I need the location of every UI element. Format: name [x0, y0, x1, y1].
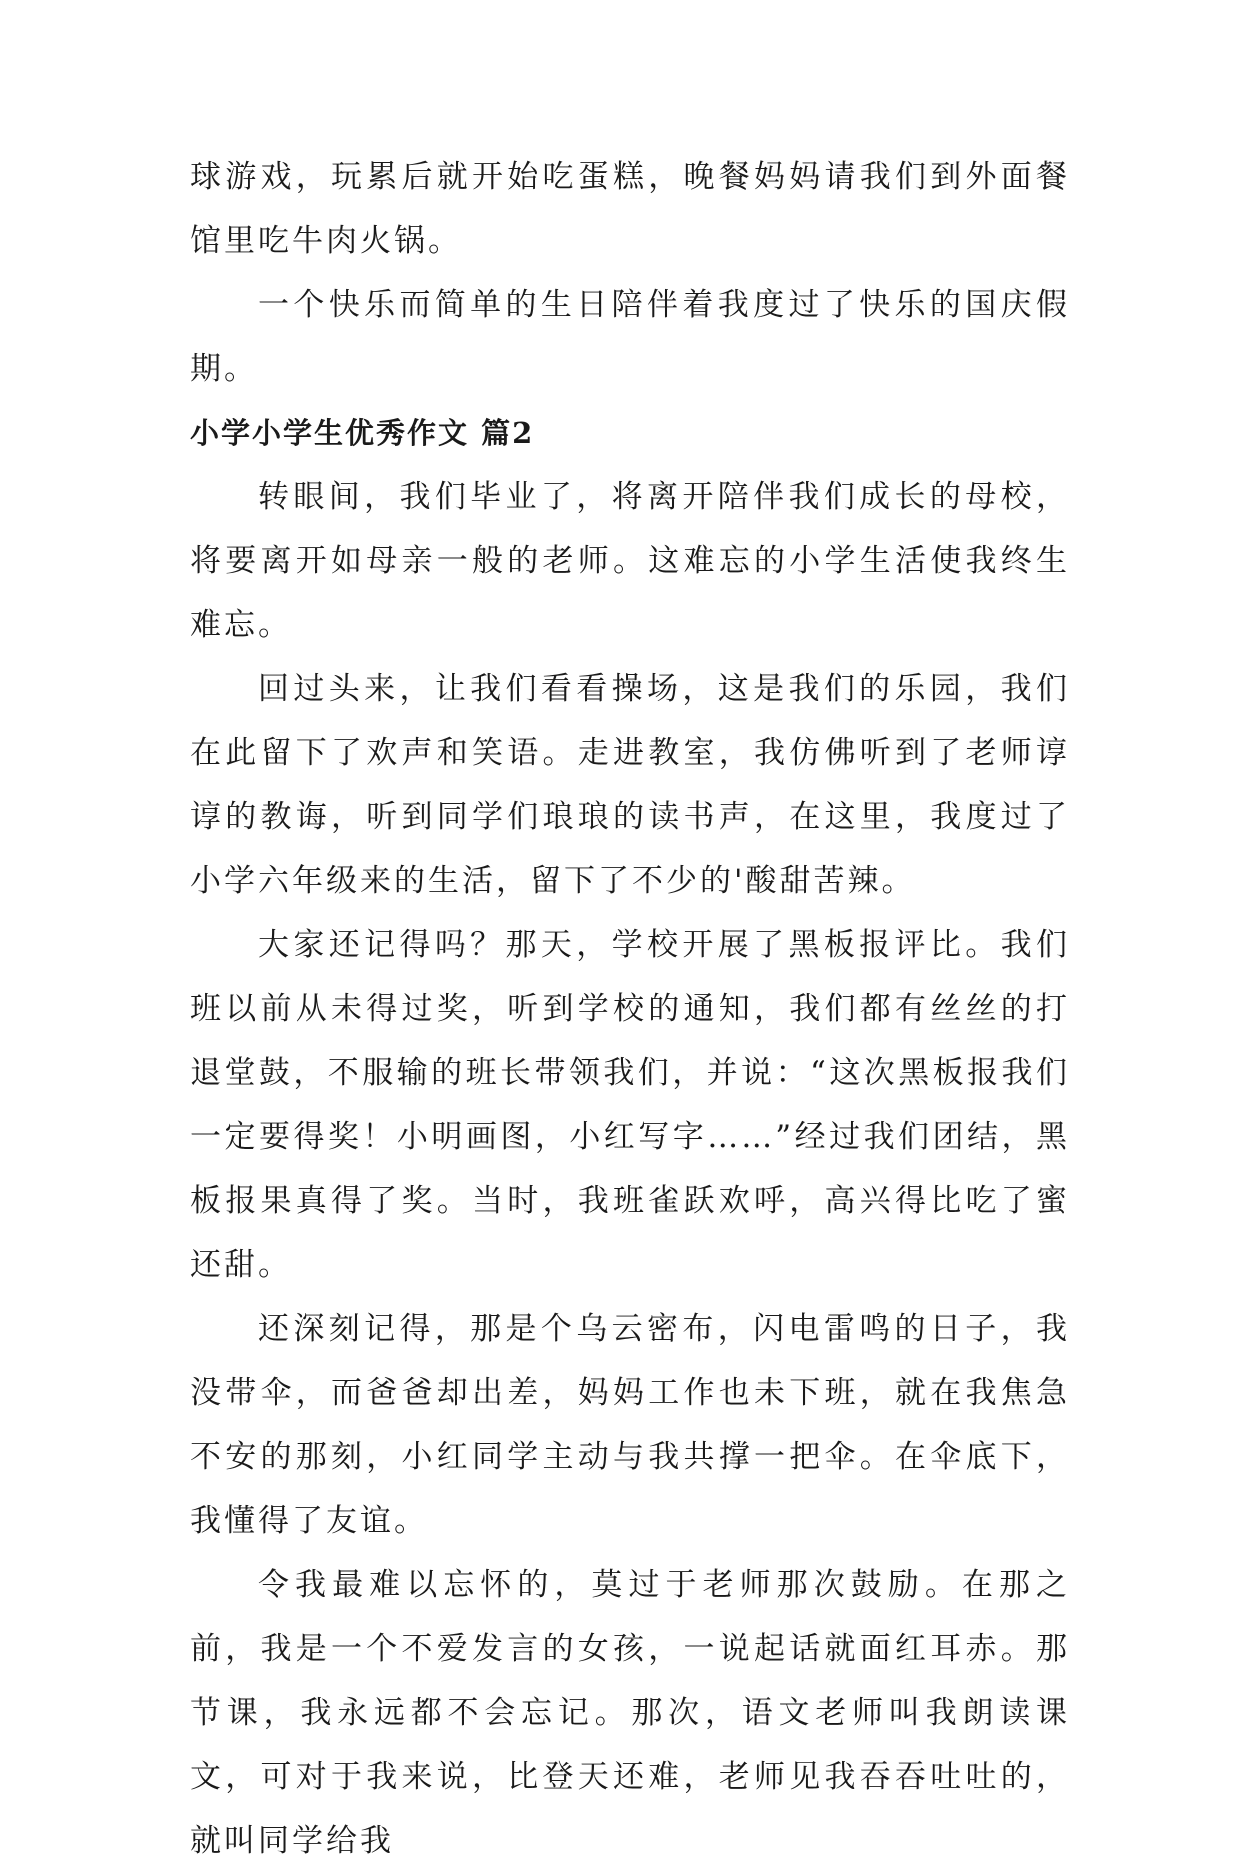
paragraph-umbrella: 还深刻记得，那是个乌云密布，闪电雷鸣的日子，我没带伞，而爸爸却出差，妈妈工作也未下班，就在我焦急不安的那刻，小红同学主动与我共撑一把伞。在伞底下，我懂得了友谊。: [190, 1311, 1070, 1539]
document-page: [190, 145, 1070, 1873]
paragraph-birthday-summary: 一个快乐而简单的生日陪伴着我度过了快乐的国庆假期。: [190, 287, 1070, 387]
essay-heading: 小学小学生优秀作文 篇2: [190, 416, 535, 450]
paragraph-teacher: 令我最难以忘怀的，莫过于老师那次鼓励。在那之前，我是一个不爱发言的女孩，一说起话就面红耳赤。那节课，我永远都不会忘记。那次，语文老师叫我朗读课文，可对于我来说，比登天还难，老师见我吞吞吐吐的，就叫同学给我: [190, 1567, 1070, 1859]
paragraph-blackboard: 大家还记得吗？那天，学校开展了黑板报评比。我们班以前从未得过奖，听到学校的通知，我们都有丝丝的打退堂鼓，不服输的班长带领我们，并说：“这次黑板报我们一定要得奖！小明画图，小红写字……”经过我们团结，黑板报果真得了奖。当时，我班雀跃欢呼，高兴得比吃了蜜还甜。: [190, 927, 1070, 1283]
paragraph-graduation: 转眼间，我们毕业了，将离开陪伴我们成长的母校，将要离开如母亲一般的老师。这难忘的小学生活使我终生难忘。: [190, 479, 1070, 643]
paragraph-playground: 回过头来，让我们看看操场，这是我们的乐园，我们在此留下了欢声和笑语。走进教室，我仿佛听到了老师谆谆的教诲，听到同学们琅琅的读书声，在这里，我度过了小学六年级来的生活，留下了不少的'酸甜苦辣。: [190, 671, 1070, 899]
paragraph-continuation: 球游戏，玩累后就开始吃蛋糕，晚餐妈妈请我们到外面餐馆里吃牛肉火锅。: [190, 159, 1070, 259]
